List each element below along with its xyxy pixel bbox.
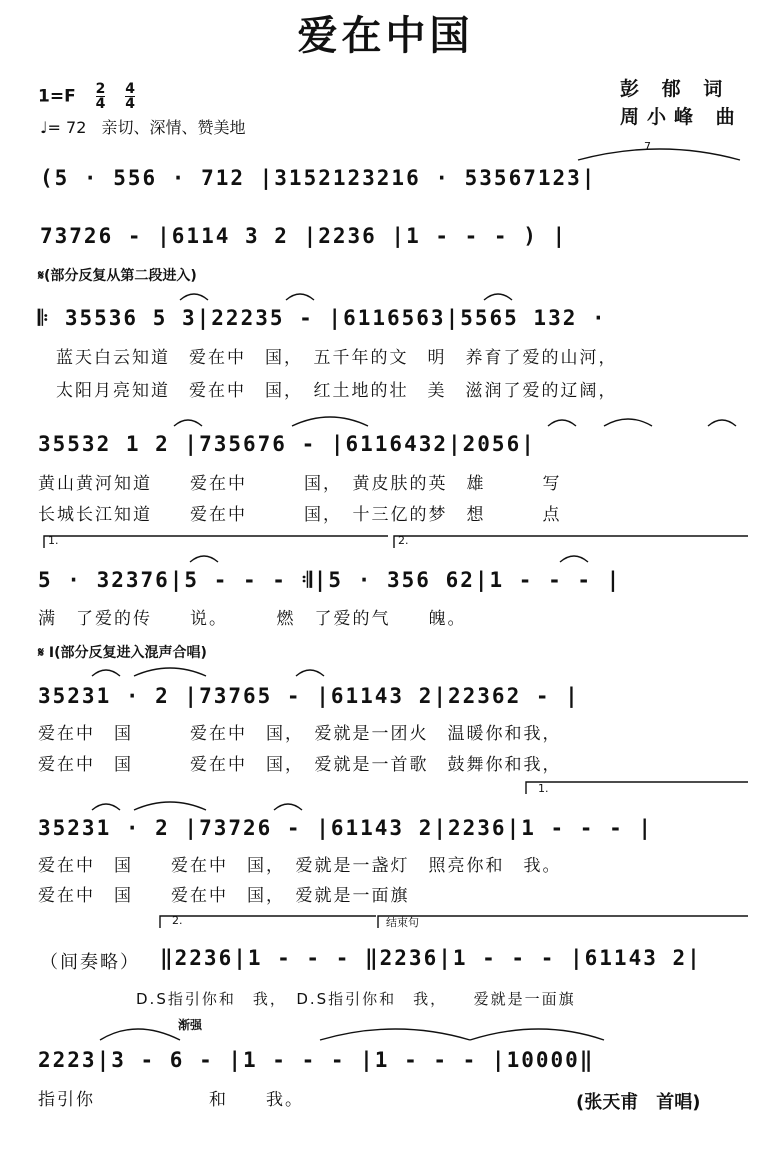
slur (560, 556, 588, 562)
system-5-lyrics-1: 满 了爱的传 说。 燃 了爱的气 魄。 (38, 609, 467, 629)
key-text: 1=F (38, 86, 76, 107)
system-1-notes: (5 · 556 · 712 |3152123216 · 53567123| (40, 166, 597, 190)
system-6-lyrics-1: 爱在中 国 爱在中 国， 爱就是一团火 温暖你和我， (38, 724, 562, 744)
tuplet-mark: 7 (644, 140, 651, 153)
ending-2b-label: 2. (172, 914, 183, 927)
system-8-lyrics-1: D.S指引你和 我， D.S指引你和 我， 爱就是一面旗 (136, 990, 576, 1008)
system-4-notes: 35532 1 2 |735676 - |6116432|2056| (38, 432, 536, 456)
ending-1-bracket (44, 536, 388, 548)
slur (320, 1029, 470, 1040)
slur (470, 1029, 604, 1040)
slur (296, 670, 324, 676)
slur (604, 419, 652, 426)
system-2-notes: 73726 - |6114 3 2 |2236 |1 - - - ) | (40, 224, 568, 248)
system-3-lyrics-1: 蓝天白云知道 爱在中 国， 五千年的文 明 养育了爱的山河， (56, 348, 618, 368)
slur (484, 294, 512, 300)
system-5-notes: 5 · 32376|5 - - - 𝄇|5 · 356 62|1 - - - | (38, 568, 622, 592)
ending-2-label: 2. (398, 534, 409, 547)
system-3-notes: 𝄆 35536 5 3|22235 - |6116563|5565 132 · (38, 306, 607, 330)
slur (100, 1029, 180, 1040)
composer: 周小峰 曲 (620, 106, 743, 128)
system-3-lyrics-2: 太阳月亮知道 爱在中 国， 红土地的壮 美 滋润了爱的辽阔， (56, 381, 618, 401)
slur (548, 420, 576, 426)
slur (708, 420, 736, 426)
expression: 亲切、深情、赞美地 (101, 118, 246, 137)
tempo: ♩= 72 (40, 118, 87, 137)
slur (92, 804, 120, 810)
repeat-mark-2: 𝄋 I(部分反复进入混声合唱) (38, 645, 207, 661)
time-signature-2: $\frac{4}{4}$ (125, 81, 136, 112)
ending-2-bracket (394, 536, 748, 548)
ending-1b-label: 1. (538, 782, 549, 795)
system-6-notes: 35231 · 2 |73765 - |61143 2|22362 - | (38, 684, 580, 708)
system-8-notes: ‖2236|1 - - - ‖2236|1 - - - |61143 2| (160, 946, 702, 970)
slur (292, 417, 368, 426)
system-9-lyrics-1: 指引你 和 我。 (38, 1090, 304, 1110)
slur (92, 670, 120, 676)
slur (134, 668, 206, 676)
slur (134, 802, 206, 810)
ending-1-label: 1. (48, 534, 59, 547)
ending-2b-bracket (160, 916, 376, 928)
time-signature-1: $\frac{2}{4}$ (95, 81, 106, 112)
repeat-mark-1: 𝄋(部分反复从第二段进入) (38, 268, 197, 284)
slur (274, 804, 302, 810)
ending-1b-bracket (526, 782, 748, 794)
system-9-notes: 2223|3 - 6 - |1 - - - |1 - - - |10000‖ (38, 1048, 595, 1072)
slur (180, 294, 208, 300)
slur (174, 420, 202, 426)
system-6-lyrics-2: 爱在中 国 爱在中 国， 爱就是一首歌 鼓舞你和我， (38, 755, 562, 775)
slur (286, 294, 314, 300)
lyricist: 彭 郁 词 (620, 78, 731, 100)
system-7-notes: 35231 · 2 |73726 - |61143 2|2236|1 - - - | (38, 816, 654, 840)
system-7-lyrics-2: 爱在中 国 爱在中 国， 爱就是一面旗 (38, 886, 410, 906)
system-4-lyrics-1: 黄山黄河知道 爱在中 国， 黄皮肤的英 雄 写 (38, 474, 562, 494)
crescendo-mark: 渐强 (178, 1018, 203, 1032)
system-4-lyrics-2: 长城长江知道 爱在中 国， 十三亿的梦 想 点 (38, 505, 562, 525)
final-phrase-label: 结束句 (386, 916, 419, 929)
slur (190, 556, 218, 562)
tuplet-slur (578, 149, 740, 160)
final-phrase-bracket (378, 916, 748, 928)
interlude-label: （间奏略） (40, 952, 140, 973)
page-title: 爱在中国 (297, 13, 474, 59)
singer-credit: (张天甫 首唱) (576, 1092, 701, 1113)
system-7-lyrics-1: 爱在中 国 爱在中 国， 爱就是一盏灯 照亮你和 我。 (38, 856, 562, 876)
